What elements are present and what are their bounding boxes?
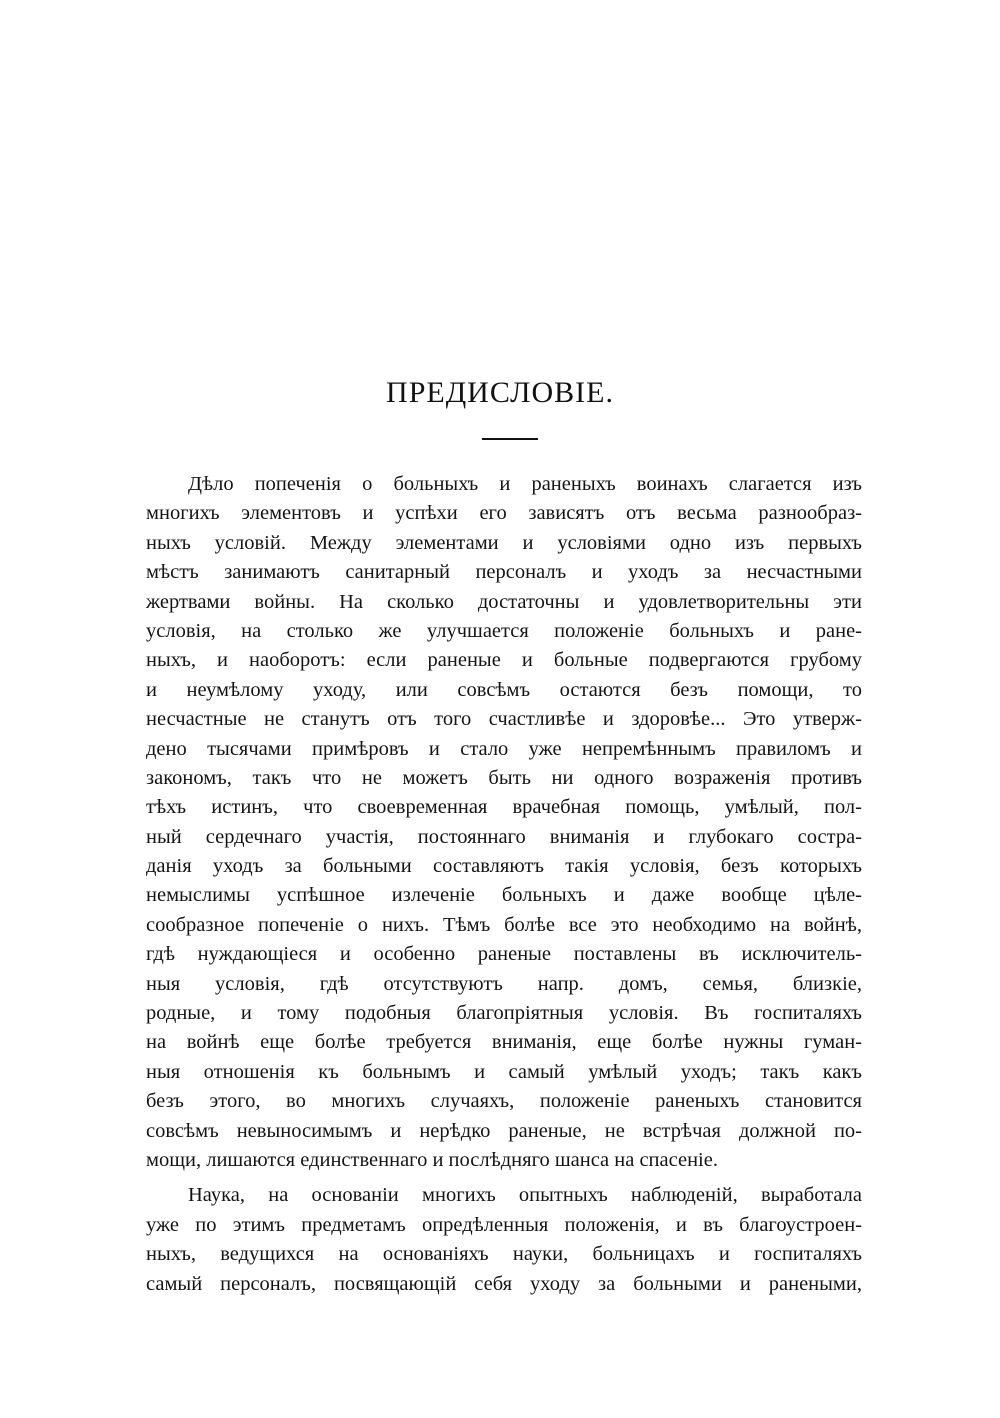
text-line: ныхъ, и наоборотъ: если раненые и больные подвергаются грубому	[146, 649, 862, 672]
text-line: Дѣло попеченія о больныхъ и раненыхъ воинахъ слагается изъ	[188, 473, 862, 495]
text-line: данія уходъ за больными составляютъ такія условія, безъ которыхъ	[146, 855, 862, 878]
text-line: гдѣ нуждающіеся и особенно раненые поставлены въ исключитель-	[146, 943, 862, 966]
paragraph-1	[146, 470, 862, 1175]
text-line: условія, на столько же улучшается положеніе больныхъ и ране-	[146, 619, 862, 642]
text-line: ный сердечнаго участія, постояннаго вниманія и глубокаго сострa-	[146, 825, 862, 848]
text-line: Наука, на основаніи многихъ опытныхъ наблюденій, выработала	[188, 1184, 862, 1207]
title-rule	[482, 438, 538, 440]
text-line: тѣхъ истинъ, что своевременная врачебная помощь, умѣлый, пол-	[146, 796, 862, 819]
text-line: сообразное попеченіе о нихъ. Тѣмъ болѣе все это необходимо на войнѣ,	[146, 913, 862, 936]
text-line: совсѣмъ невыносимымъ и нерѣдко раненые, не встрѣчая должной по-	[146, 1119, 862, 1142]
text-line: многихъ элементовъ и успѣхи его зависятъ отъ весьма разнообраз-	[146, 502, 862, 525]
text-line: ныхъ, ведущихся на основаніяхъ науки, больницахъ и госпиталяхъ	[146, 1243, 862, 1266]
text-line: мощи, лишаются единственнаго и послѣдняго шанса на спасеніе.	[146, 1148, 718, 1171]
paragraph-2	[146, 1181, 862, 1299]
page-title: ПРЕДИСЛОВІЕ.	[386, 376, 614, 409]
text-line: уже по этимъ предметамъ опредѣленныя положенія, и въ благоустроен-	[146, 1213, 862, 1236]
text-line: ныя отношенія къ больнымъ и самый умѣлый уходъ; такъ какъ	[146, 1060, 862, 1083]
text-line: дено тысячами примѣровъ и стало уже непремѣннымъ правиломъ и	[146, 737, 862, 760]
text-line: мѣстъ занимаютъ санитарный персоналъ и уходъ за несчастными	[146, 561, 862, 584]
text-line: безъ этого, во многихъ случаяхъ, положеніе раненыхъ становится	[146, 1090, 862, 1113]
text-line: на войнѣ еще болѣе требуется вниманія, еще болѣе нужны гуман-	[146, 1031, 862, 1054]
text-line: ныя условія, гдѣ отсутствуютъ напр. домъ, семья, близкіе,	[146, 972, 862, 995]
text-line: закономъ, такъ что не можетъ быть ни одного возраженія противъ	[146, 766, 862, 789]
text-line: самый персоналъ, посвящающій себя уходу за больными и ранеными,	[146, 1272, 862, 1295]
text-line: несчастные не станутъ отъ того счастливѣе и здоровѣе... Это утверж-	[146, 708, 862, 731]
text-line: немыслимы успѣшное излеченіе больныхъ и даже вообще цѣле-	[146, 884, 862, 907]
text-line: родные, и тому подобныя благопріятныя условія. Въ госпиталяхъ	[146, 1002, 862, 1025]
text-line: жертвами войны. На сколько достаточны и удовлетворительны эти	[146, 590, 862, 613]
text-line: и неумѣлому уходу, или совсѣмъ остаются безъ помощи, то	[146, 678, 862, 701]
text-line: ныхъ условій. Между элементами и условіями одно изъ первыхъ	[146, 531, 862, 554]
body-text	[146, 470, 862, 1299]
